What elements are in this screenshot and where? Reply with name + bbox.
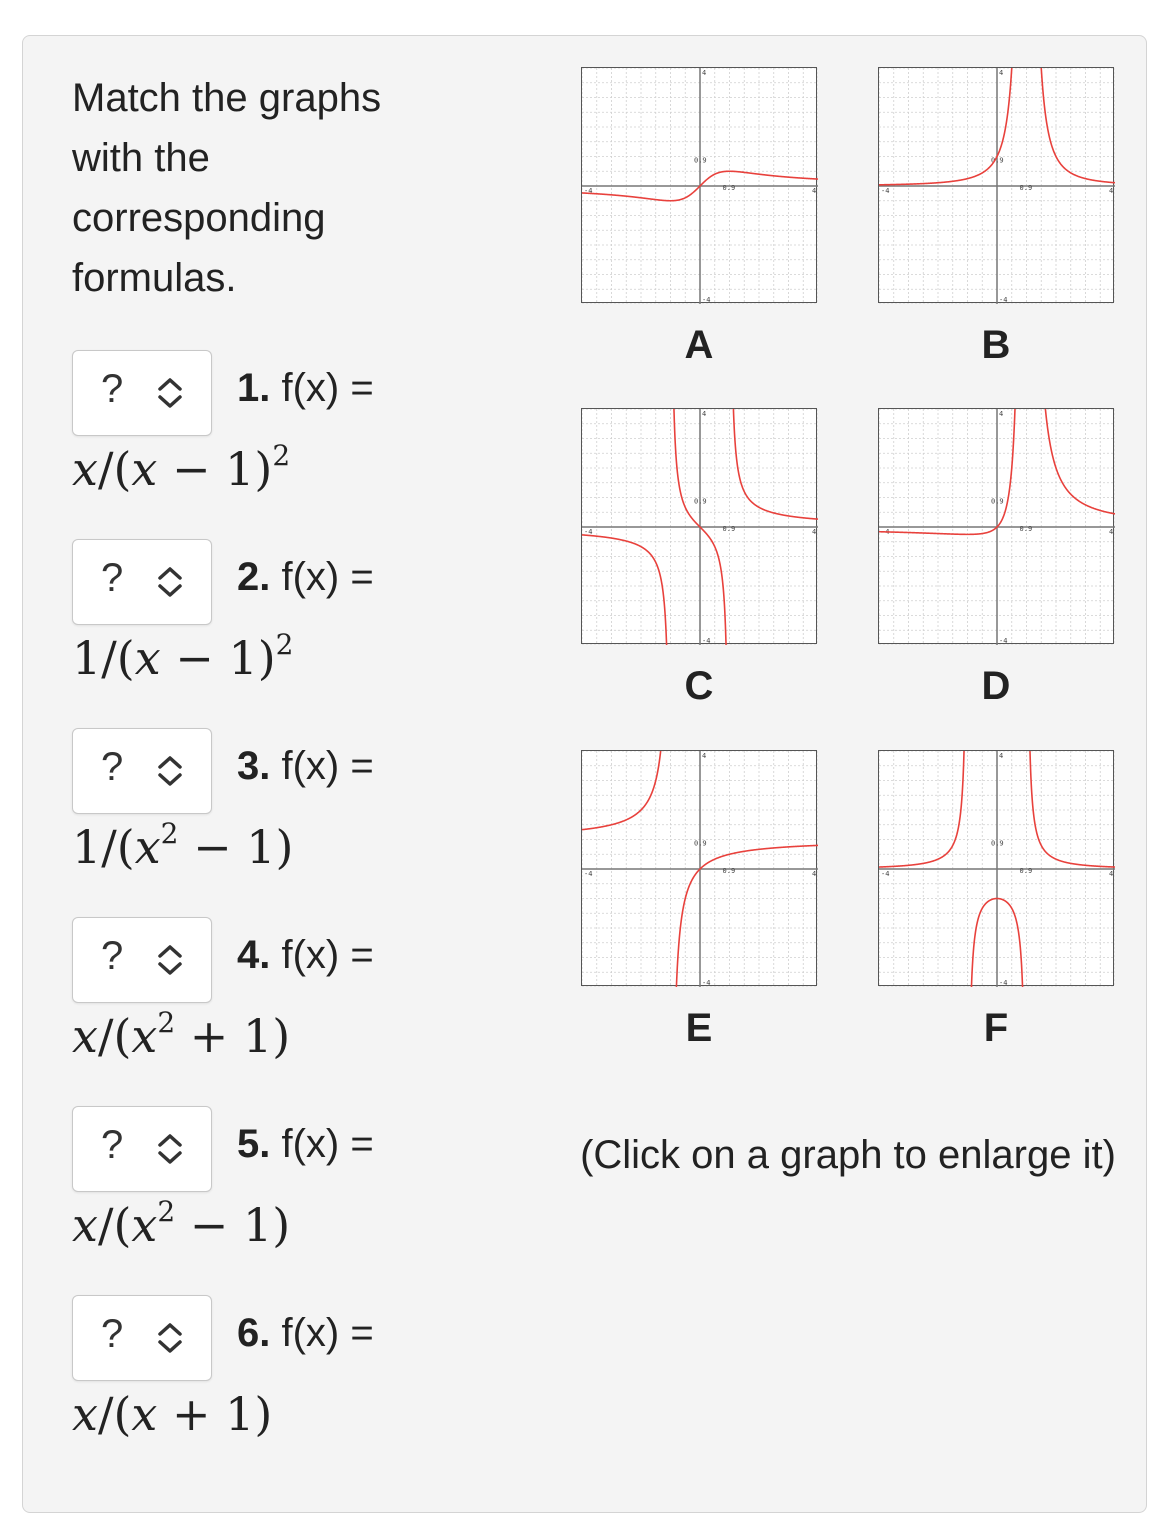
answer-select-4[interactable] <box>72 917 212 1003</box>
enlarge-note: (Click on a graph to enlarge it) <box>580 1133 1116 1177</box>
x-tick-label: 0.9 <box>722 525 736 533</box>
graph-d[interactable] <box>878 408 1114 644</box>
y-axis-min-label: -4 <box>999 637 1008 645</box>
answer-select-3[interactable] <box>72 728 212 814</box>
y-tick-label: 0.9 <box>991 156 1004 165</box>
y-axis-max-label: 4 <box>702 410 707 418</box>
formula: $x/(x^2 - 1)$ <box>72 1195 291 1252</box>
x-axis-min-label: -4 <box>881 187 890 195</box>
graph-plot <box>582 68 818 304</box>
chevron-updown-icon <box>155 564 185 600</box>
question-fx-label: f(x) = <box>270 555 374 599</box>
question-fx-label: f(x) = <box>270 366 374 410</box>
question-number: 1. <box>237 366 271 410</box>
y-axis-max-label: 4 <box>999 410 1004 418</box>
graph-plot <box>582 409 818 645</box>
y-axis-min-label: -4 <box>999 296 1008 304</box>
y-tick-label: 0.9 <box>694 497 707 506</box>
graph-e[interactable] <box>581 750 817 986</box>
y-axis-min-label: -4 <box>702 637 711 645</box>
graph-plot <box>879 409 1115 645</box>
x-axis-max-label: 4 <box>812 870 817 878</box>
x-axis-min-label: -4 <box>584 870 593 878</box>
question-number: 6. <box>237 1311 271 1355</box>
question-fx-label: f(x) = <box>270 744 374 788</box>
x-axis-max-label: 4 <box>812 187 817 195</box>
graph-label-d: D <box>981 664 1011 708</box>
formula: $x/(x - 1)^2$ <box>72 439 291 496</box>
x-tick-label: 0.9 <box>1019 525 1033 533</box>
question-fx-label: f(x) = <box>270 1311 374 1355</box>
graph-a[interactable] <box>581 67 817 303</box>
formula: $1/(x - 1)^2$ <box>72 628 294 685</box>
chevron-updown-icon <box>155 942 185 978</box>
graph-label-e: E <box>685 1006 713 1050</box>
question-label <box>237 744 374 789</box>
question-number: 4. <box>237 933 271 977</box>
question-label <box>237 1122 374 1167</box>
chevron-updown-icon <box>155 1131 185 1167</box>
y-axis-max-label: 4 <box>999 752 1004 760</box>
y-tick-label: 0.9 <box>991 497 1004 506</box>
formula: $1/(x^2 - 1)$ <box>72 817 294 874</box>
x-axis-max-label: 4 <box>812 528 817 536</box>
question-fx-label: f(x) = <box>270 933 374 977</box>
x-tick-label: 0.9 <box>722 184 736 192</box>
graph-plot <box>879 751 1115 987</box>
answer-select-value: ? <box>101 556 124 600</box>
answer-select-value: ? <box>101 1123 124 1167</box>
x-tick-label: 0.9 <box>1019 867 1033 875</box>
x-axis-max-label: 4 <box>1109 870 1114 878</box>
graph-label-a: A <box>684 323 714 367</box>
y-axis-min-label: -4 <box>999 979 1008 987</box>
x-axis-max-label: 4 <box>1109 187 1114 195</box>
graph-label-c: C <box>684 664 714 708</box>
question-fx-label: f(x) = <box>270 1122 374 1166</box>
graph-plot <box>879 68 1115 304</box>
x-axis-min-label: -4 <box>881 870 890 878</box>
answer-select-value: ? <box>101 934 124 978</box>
answer-select-5[interactable] <box>72 1106 212 1192</box>
x-axis-min-label: -4 <box>881 528 890 536</box>
question-number: 5. <box>237 1122 271 1166</box>
y-axis-max-label: 4 <box>702 752 707 760</box>
answer-select-1[interactable] <box>72 350 212 436</box>
chevron-updown-icon <box>155 375 185 411</box>
question-label <box>237 1311 374 1356</box>
answer-select-value: ? <box>101 745 124 789</box>
graph-f[interactable] <box>878 750 1114 986</box>
x-axis-max-label: 4 <box>1109 528 1114 536</box>
answer-select-value: ? <box>101 367 124 411</box>
chevron-updown-icon <box>155 753 185 789</box>
y-axis-max-label: 4 <box>702 69 707 77</box>
question-number: 3. <box>237 744 271 788</box>
y-tick-label: 0.9 <box>694 839 707 848</box>
graph-plot <box>582 751 818 987</box>
x-axis-min-label: -4 <box>584 187 593 195</box>
instructions-text: Match the graphs with the corresponding formulas. <box>72 76 382 300</box>
y-tick-label: 0.9 <box>694 156 707 165</box>
x-axis-min-label: -4 <box>584 528 593 536</box>
question-label <box>237 366 374 411</box>
chevron-updown-icon <box>155 1320 185 1356</box>
graph-b[interactable] <box>878 67 1114 303</box>
answer-select-6[interactable] <box>72 1295 212 1381</box>
formula: $x/(x^2 + 1)$ <box>72 1006 291 1063</box>
y-axis-min-label: -4 <box>702 979 711 987</box>
x-tick-label: 0.9 <box>1019 184 1033 192</box>
answer-select-2[interactable] <box>72 539 212 625</box>
graph-label-f: F <box>983 1006 1009 1050</box>
question-label <box>237 555 374 600</box>
graph-c[interactable] <box>581 408 817 644</box>
x-tick-label: 0.9 <box>722 867 736 875</box>
graph-label-b: B <box>981 323 1011 367</box>
y-tick-label: 0.9 <box>991 839 1004 848</box>
question-number: 2. <box>237 555 271 599</box>
y-axis-max-label: 4 <box>999 69 1004 77</box>
formula: x/(x + 1) <box>72 1387 273 1441</box>
question-label <box>237 933 374 978</box>
answer-select-value: ? <box>101 1312 124 1356</box>
y-axis-min-label: -4 <box>702 296 711 304</box>
